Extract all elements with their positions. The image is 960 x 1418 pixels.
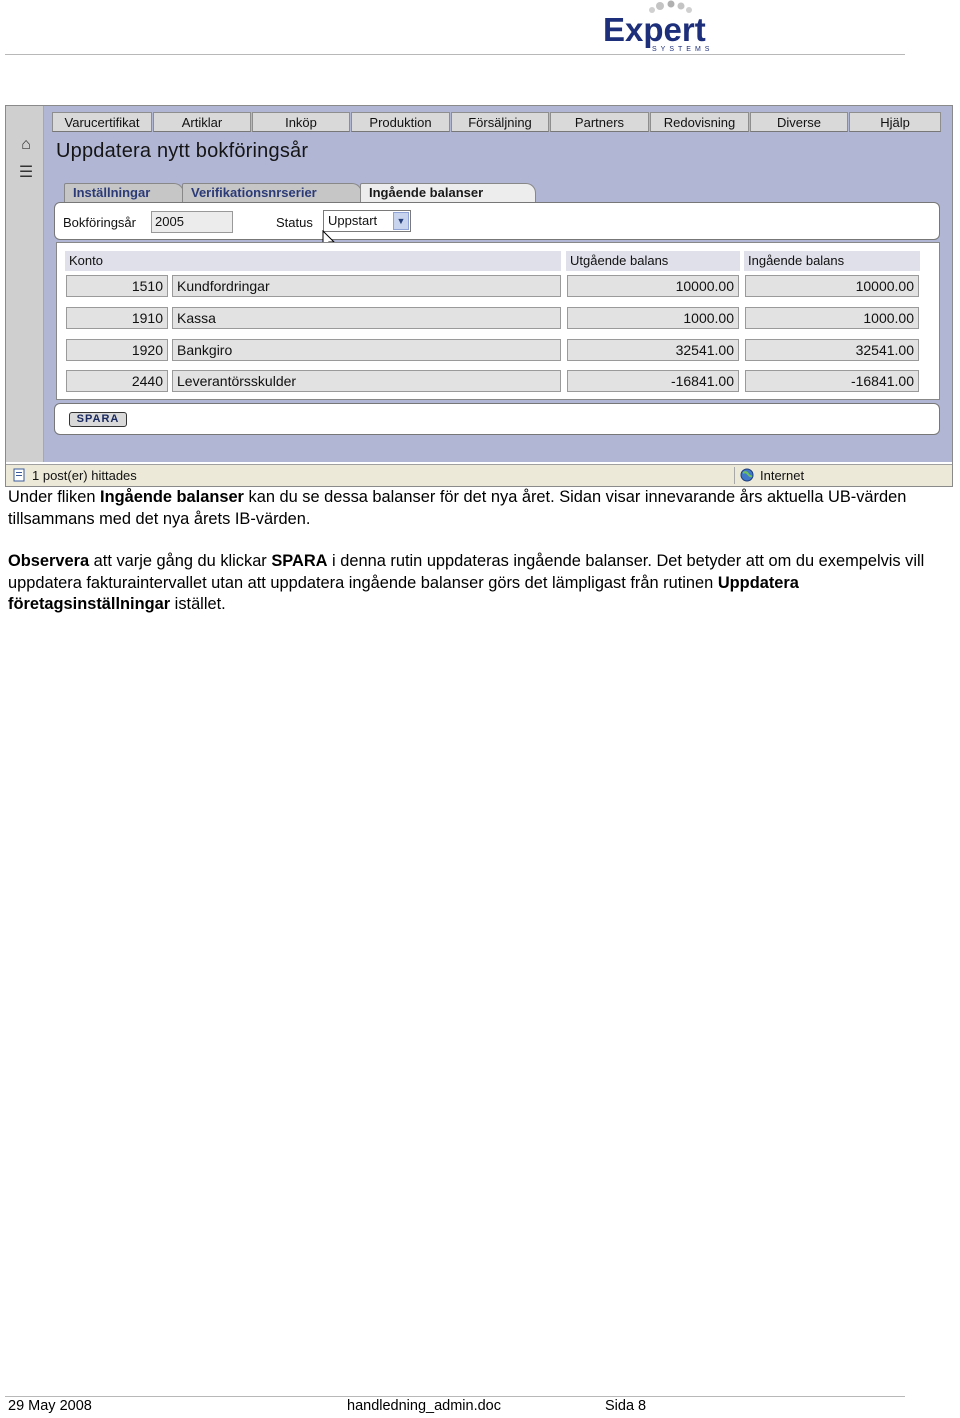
- menu-forsaljning[interactable]: Försäljning: [451, 112, 549, 132]
- logo-text: Expert: [603, 11, 706, 48]
- account-number-cell: 1910: [66, 307, 168, 329]
- security-zone: [740, 468, 804, 483]
- menu-diverse[interactable]: Diverse: [750, 112, 848, 132]
- ib-input[interactable]: 1000.00: [745, 307, 919, 329]
- page-icon: [12, 468, 26, 482]
- fiscal-year-field[interactable]: 2005: [151, 211, 233, 233]
- menu-hjalp[interactable]: Hjälp: [849, 112, 941, 132]
- paragraph-note: [8, 551, 928, 616]
- status-select-value: Uppstart: [328, 213, 378, 228]
- save-button[interactable]: SPARA: [69, 412, 127, 427]
- bold-term: Uppdatera företagsinställningar: [8, 573, 799, 613]
- text-run: kan du se dessa balanser för det nya året. Sidan visar innevarande års aktuella UB-värden tillsammans med det nya årets IB-värden.: [8, 488, 907, 528]
- menu-produktion[interactable]: Produktion: [351, 112, 450, 132]
- column-header-ingaende: Ingående balans: [744, 251, 920, 271]
- status-divider: [734, 467, 735, 484]
- fiscal-year-label: Bokföringsår: [63, 215, 136, 230]
- text-run: istället.: [170, 595, 226, 613]
- ub-cell: -16841.00: [567, 370, 739, 392]
- status-label: Status: [276, 215, 313, 230]
- account-number-cell: 2440: [66, 370, 168, 392]
- text-run: Under fliken: [8, 488, 101, 506]
- account-name-cell: Leverantörsskulder: [172, 370, 561, 392]
- column-header-utgaende: Utgående balans: [566, 251, 740, 271]
- security-zone-text: Internet: [760, 468, 805, 483]
- account-number-cell: 1920: [66, 339, 168, 361]
- logo-subtext: SYSTEMS: [652, 46, 714, 53]
- balances-table: [56, 242, 940, 400]
- ub-cell: 32541.00: [567, 339, 739, 361]
- status-message-text: 1 post(er) hittades: [32, 468, 137, 483]
- account-number-cell: 1510: [66, 275, 168, 297]
- left-toolbar: [6, 106, 44, 462]
- page-title: Uppdatera nytt bokföringsår: [56, 140, 309, 162]
- bold-term: Ingående balanser: [100, 488, 244, 506]
- header-divider: [5, 54, 905, 55]
- tab-installningar[interactable]: Inställningar: [64, 183, 184, 202]
- menu-redovisning[interactable]: Redovisning: [650, 112, 749, 132]
- bold-term: SPARA: [271, 552, 328, 570]
- browser-status-bar: [6, 464, 952, 486]
- account-name-cell: Kassa: [172, 307, 561, 329]
- column-header-konto: Konto: [65, 251, 561, 271]
- chevron-down-icon[interactable]: ▼: [393, 212, 409, 230]
- status-message: [12, 468, 137, 483]
- bold-term: Observera: [8, 552, 90, 570]
- home-icon[interactable]: ⌂: [21, 136, 31, 153]
- footer-filename: handledning_admin.doc: [347, 1398, 501, 1414]
- menu-partners[interactable]: Partners: [550, 112, 649, 132]
- menu-inkop[interactable]: Inköp: [252, 112, 350, 132]
- expert-systems-logo: [600, 0, 720, 54]
- footer-page-number: Sida 8: [605, 1398, 647, 1414]
- status-select[interactable]: [323, 210, 411, 232]
- menu-varucertifikat[interactable]: Varucertifikat: [52, 112, 152, 132]
- ub-cell: 1000.00: [567, 307, 739, 329]
- ib-input[interactable]: -16841.00: [745, 370, 919, 392]
- menu-artiklar[interactable]: Artiklar: [153, 112, 251, 132]
- ib-input[interactable]: 10000.00: [745, 275, 919, 297]
- tab-verifikationsnrserier[interactable]: Verifikationsnrserier: [182, 183, 362, 202]
- footer-divider: [5, 1396, 905, 1397]
- list-icon[interactable]: ☰: [18, 164, 34, 181]
- text-run: i denna rutin uppdateras ingående balanser. Det betyder att om du exempelvis vill uppdatera fakturaintervallet utan att uppdatera ingående balanser görs det lämpligast från rutinen: [8, 552, 925, 592]
- app-screenshot: [5, 105, 953, 487]
- tab-ingaende-balanser[interactable]: Ingående balanser: [360, 183, 536, 202]
- app-window: [6, 106, 952, 462]
- globe-icon: [740, 468, 754, 482]
- text-run: att varje gång du klickar: [89, 552, 272, 570]
- action-panel: [54, 403, 940, 435]
- ib-input[interactable]: 32541.00: [745, 339, 919, 361]
- logo-graphic: [600, 0, 720, 54]
- paragraph-intro: [8, 487, 928, 530]
- ub-cell: 10000.00: [567, 275, 739, 297]
- fiscal-year-form: [54, 202, 940, 240]
- account-name-cell: Kundfordringar: [172, 275, 561, 297]
- account-name-cell: Bankgiro: [172, 339, 561, 361]
- footer-date: 29 May 2008: [8, 1398, 92, 1414]
